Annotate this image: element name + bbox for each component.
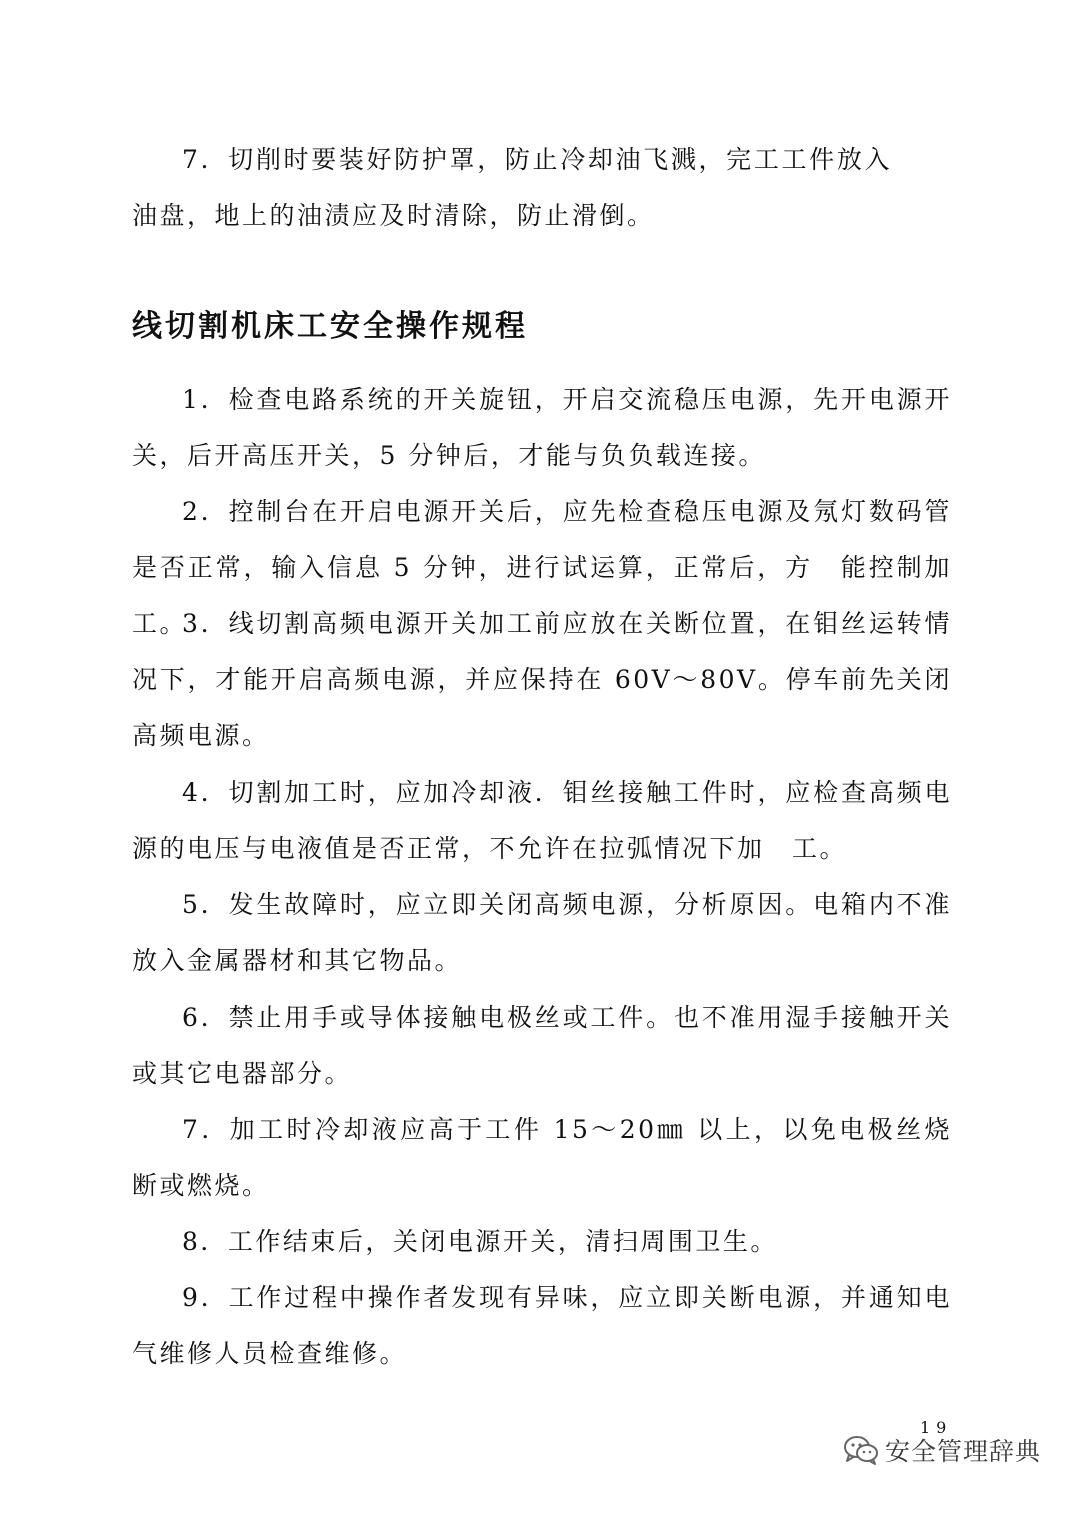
list-item: 5．发生故障时，应立即关闭高频电源，分析原因。电箱内不准放入金属器材和其它物品。 [132,890,952,975]
list-item: 7．加工时冷却液应高于工件 15～20㎜ 以上，以免电极丝烧断或燃烧。 [132,1115,952,1200]
list-item: 6．禁止用手或导体接触电极丝或工件。也不准用湿手接触开关或其它电器部分。 [132,1003,952,1088]
list-item: 4．切割加工时，应加冷却液．钼丝接触工件时，应检查高频电源的电压与电液值是否正常，不允许在拉弧情况下加 工。 [132,778,952,863]
intro-paragraph: 7．切削时要装好防护罩，防止冷却油飞溅，完工工件放入油盘，地上的油渍应及时清除，防止滑倒。 [132,145,892,230]
watermark [843,1428,1041,1472]
section-title: 线切割机床工安全操作规程 [132,309,528,344]
list-item: 9．工作过程中操作者发现有异味，应立即关断电源，并通知电气维修人员检查维修。 [132,1283,952,1368]
list-item: 3．线切割高频电源开关加工前应放在关断位置，在钼丝运转情况下，才能开启高频电源，并应保持在 60V～80V。停车前先关闭高频电源。 [132,609,952,750]
wechat-icon [843,1435,879,1465]
list-item: 1．检查电路系统的开关旋钮，开启交流稳压电源，先开电源开关，后开高压开关，5 分钟后，才能与负负载连接。 [132,385,952,470]
page-number: 19 [920,1418,953,1437]
list-item: 2．控制台在开启电源开关后，应先检查稳压电源及氖灯数码管是否正常，输入信息 5 分钟，进行试运算，正常后，方 能控制加工。 [132,497,952,638]
watermark-text: 安全管理辞典 [885,1437,1042,1466]
list-item: 8．工作结束后，关闭电源开关，清扫周围卫生。 [182,1227,778,1256]
